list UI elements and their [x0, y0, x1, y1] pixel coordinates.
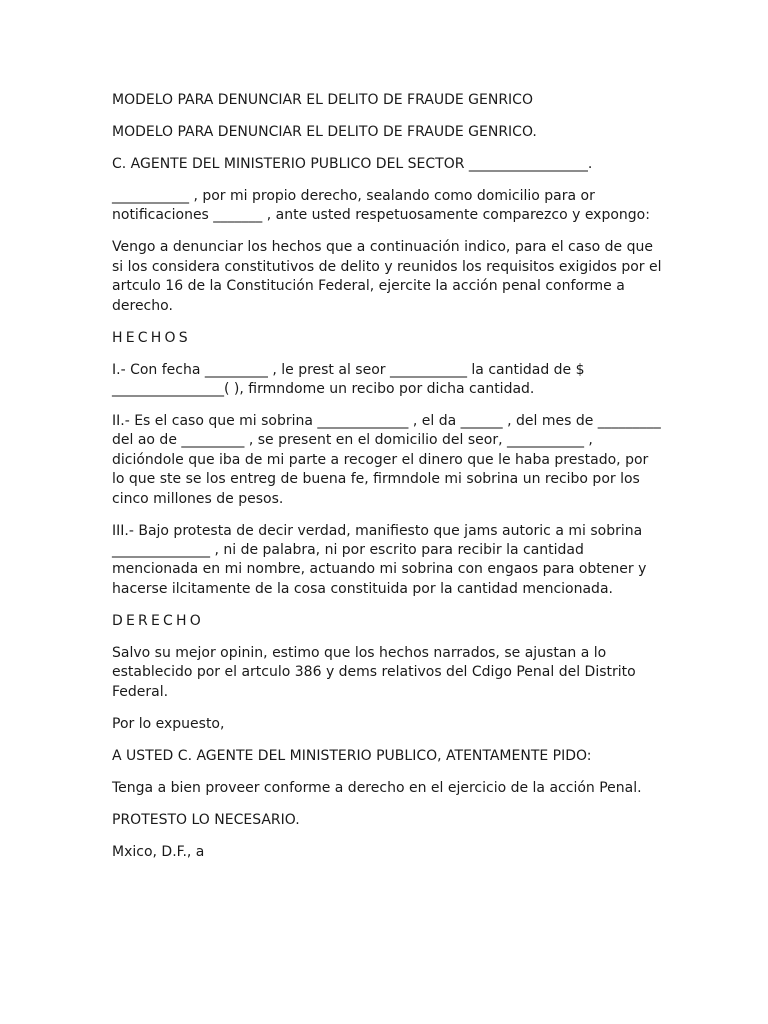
- section-heading-derecho: DERECHO: [112, 612, 204, 629]
- place-date-line: Mxico, D.F., a: [112, 843, 205, 860]
- closing-intro: Por lo expuesto,: [112, 715, 225, 732]
- request-line: A USTED C. AGENTE DEL MINISTERIO PUBLICO, ATENTAMENTE PIDO:: [112, 747, 592, 764]
- law-paragraph: Salvo su mejor opinin, estimo que los hechos narrados, se ajustan a lo establecido por el artculo 386 y dems relativos del Cdigo Penal del Distrito Federal.: [112, 644, 636, 700]
- complainant-paragraph: ___________ , por mi propio derecho, sealando como domicilio para or notificaciones _______ , ante usted respetuosamente comparezco y expongo:: [112, 188, 650, 224]
- section-heading-hechos: HECHOS: [112, 329, 191, 346]
- document-subheading: MODELO PARA DENUNCIAR EL DELITO DE FRAUDE GENRICO.: [112, 124, 537, 140]
- addressee-line: C. AGENTE DEL MINISTERIO PUBLICO DEL SECTOR _________________.: [112, 156, 593, 172]
- fact-paragraph-3: III.- Bajo protesta de decir verdad, manifiesto que jams autoric a mi sobrina ______________ , ni de palabra, ni por escrito para recibir la cantidad mencionada en mi nombre, actuando mi sobrina con engaos para obtener y hacerse ilcitamente de la cosa constituida por la cantidad mencionada.: [112, 522, 647, 597]
- protest-line: PROTESTO LO NECESARIO.: [112, 811, 300, 828]
- document-body: [112, 91, 664, 875]
- document-heading: MODELO PARA DENUNCIAR EL DELITO DE FRAUDE GENRICO: [112, 92, 533, 108]
- fact-paragraph-2: II.- Es el caso que mi sobrina _____________ , el da ______ , del mes de _________ del ao de _________ , se present en el domicilio del seor, ___________ , diciόndole que iba de mi parte a recoger el dinero que le haba prestado, por lo que ste se los entreg de buena fe, firmndole mi sobrina un recibo por los cinco millones de pesos.: [112, 413, 661, 507]
- fact-paragraph-1: I.- Con fecha _________ , le prest al seor ___________ la cantidad de $ ________________( ), firmndome un recibo por dicha cantidad.: [112, 361, 585, 398]
- request-paragraph: Tenga a bien proveer conforme a derecho en el ejercicio de la acción Penal.: [112, 779, 642, 796]
- introduction-paragraph: Vengo a denunciar los hechos que a continuación indico, para el caso de que si los considera constitutivos de delito y reunidos los requisitos exigidos por el artculo 16 de la Constitución Federal, ejercite la acción penal conforme a derecho.: [112, 239, 662, 314]
